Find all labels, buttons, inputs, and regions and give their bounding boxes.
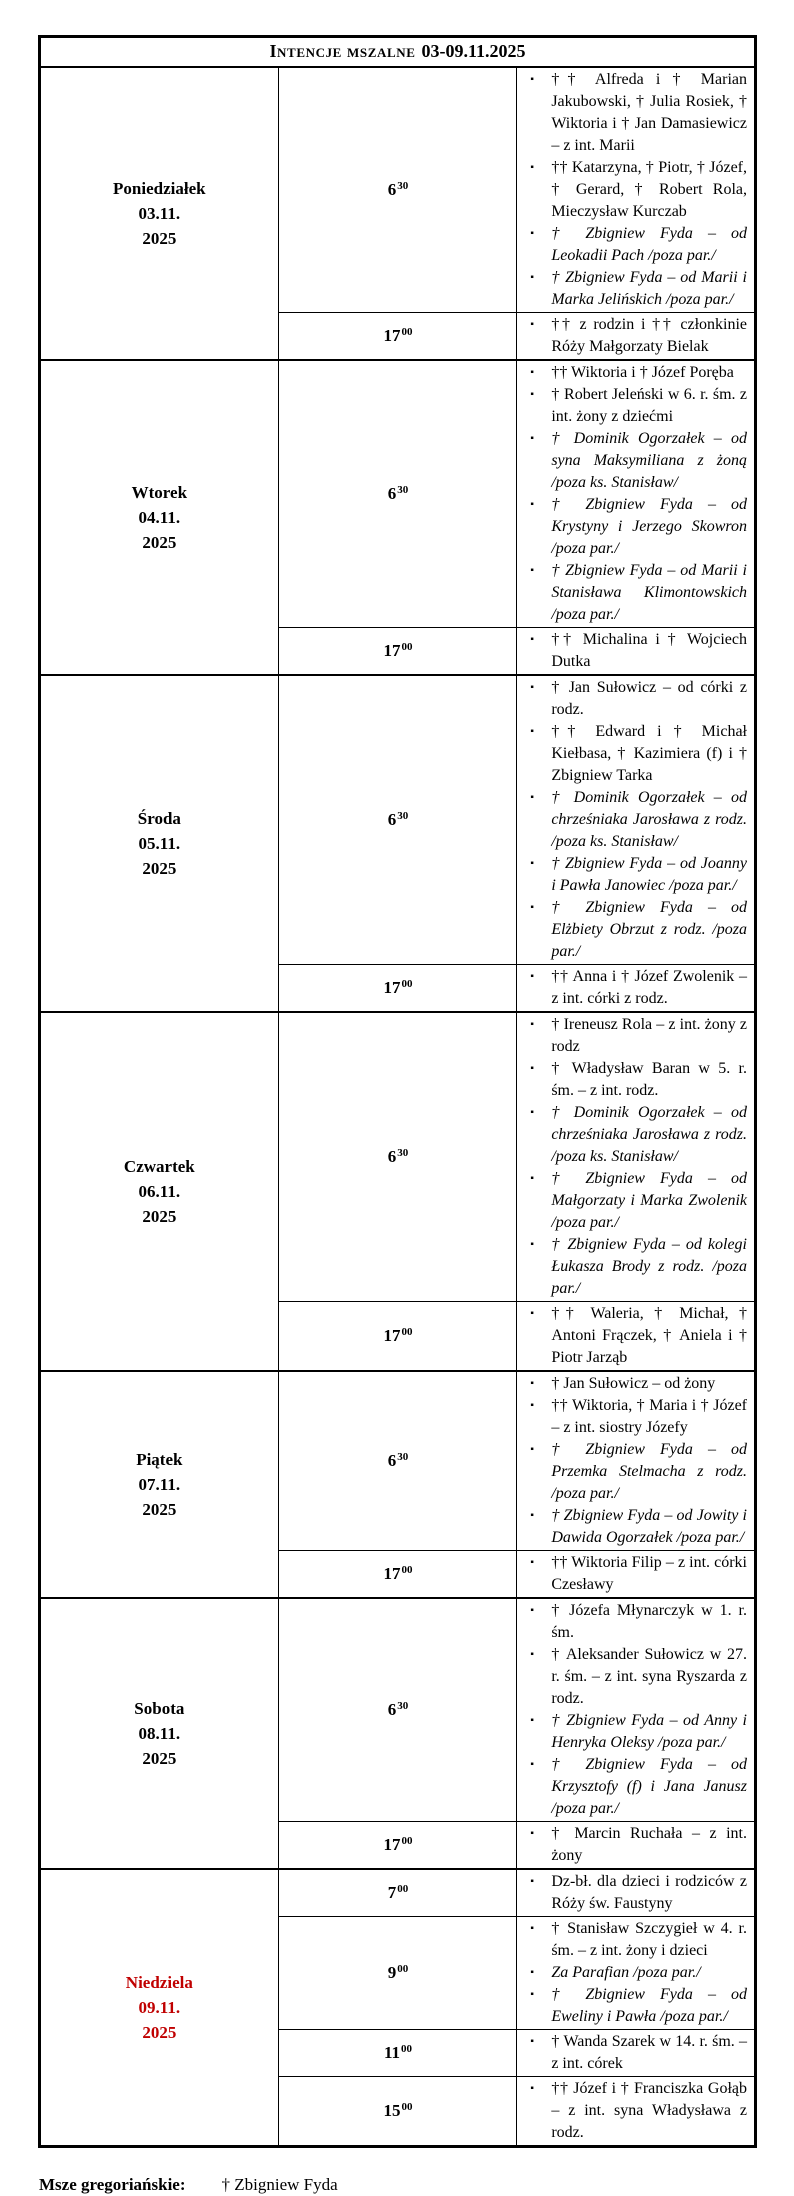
- time-hour: 6: [387, 180, 397, 199]
- bullet-icon: ▪: [530, 1400, 534, 1411]
- intention-text: † Zbigniew Fyda – od Przemka Stelmacha z rodz. /poza par./: [551, 1441, 747, 1502]
- bullet-icon: ▪: [530, 1107, 534, 1118]
- intention-item: [517, 157, 747, 223]
- bullet-icon: ▪: [530, 1876, 534, 1887]
- intention-item: [517, 314, 747, 358]
- intention-text: †† Wiktoria, † Maria i † Józef – z int. siostry Józefy: [551, 1397, 747, 1436]
- time-hour: 15: [383, 2101, 401, 2120]
- intentions-cell: [517, 360, 756, 628]
- intention-text: † Jan Sułowicz – od żony: [551, 1375, 716, 1392]
- intention-text: † Marcin Ruchała – z int. żony: [551, 1825, 747, 1864]
- intention-text: †† Katarzyna, † Piotr, † Józef, † Gerard, † Robert Rola, Mieczysław Kurczab: [551, 159, 747, 220]
- intention-item: [517, 1754, 747, 1820]
- bullet-icon: ▪: [530, 1759, 534, 1770]
- bullet-icon: ▪: [530, 634, 534, 645]
- intention-item: [517, 1373, 747, 1395]
- table-title: Intencje mszalne: [269, 41, 416, 61]
- day-year: 2025: [142, 1749, 177, 1768]
- day-name: Sobota: [134, 1699, 185, 1718]
- bullet-icon: ▪: [530, 1510, 534, 1521]
- intention-item: [517, 787, 747, 853]
- bullet-icon: ▪: [530, 1649, 534, 1660]
- intention-text: † Zbigniew Fyda – od Eweliny i Pawła /poza par./: [551, 1986, 747, 2025]
- intentions-cell: [517, 1371, 756, 1551]
- intentions-cell: [517, 2077, 756, 2147]
- mass-time: [278, 1371, 517, 1551]
- intention-text: † Władysław Baran w 5. r. śm. – z int. rodz.: [551, 1060, 747, 1099]
- intention-item: [517, 1102, 747, 1168]
- time-hour: 6: [387, 810, 397, 829]
- day-date: 08.11.: [138, 1724, 181, 1743]
- time-minutes: 00: [401, 326, 413, 338]
- bullet-icon: ▪: [530, 1605, 534, 1616]
- gregorian-masses-label: Msze gregoriańskie:: [39, 2175, 186, 2194]
- day-year: 2025: [142, 859, 177, 878]
- mass-time: [278, 2030, 517, 2077]
- intention-item: [517, 1600, 747, 1644]
- intention-item: [517, 966, 747, 1010]
- bullet-icon: ▪: [530, 682, 534, 693]
- intention-item: [517, 2078, 747, 2144]
- mass-time: [278, 360, 517, 628]
- day-date: 07.11.: [138, 1475, 181, 1494]
- time-hour: 6: [387, 1700, 397, 1719]
- intention-text: Dz-bł. dla dzieci i rodziców z Róży św. Faustyny: [551, 1873, 747, 1912]
- intentions-cell: [517, 1598, 756, 1822]
- day-name: Niedziela: [125, 1973, 193, 1992]
- intention-text: † Zbigniew Fyda – od Jowity i Dawida Ogorzałek /poza par./: [551, 1507, 747, 1546]
- day-cell: [40, 67, 279, 360]
- time-minutes: 00: [397, 1883, 409, 1895]
- mass-time: [278, 2077, 517, 2147]
- bullet-icon: ▪: [530, 726, 534, 737]
- day-cell: [40, 360, 279, 675]
- intention-text: † Józefa Młynarczyk w 1. r. śm.: [551, 1602, 747, 1641]
- mass-time: [278, 965, 517, 1013]
- bullet-icon: ▪: [530, 1715, 534, 1726]
- mass-time: [278, 1598, 517, 1822]
- intention-text: † Zbigniew Fyda – od Marii i Marka Jelińskich /poza par./: [551, 269, 747, 308]
- day-date: 06.11.: [138, 1182, 181, 1201]
- day-date: 03.11.: [138, 204, 181, 223]
- intention-item: [517, 1644, 747, 1710]
- bullet-icon: ▪: [530, 1063, 534, 1074]
- intentions-cell: [517, 1869, 756, 1917]
- day-year: 2025: [142, 229, 177, 248]
- intention-item: [517, 1871, 747, 1915]
- intention-item: [517, 1439, 747, 1505]
- mass-time: [278, 628, 517, 676]
- bullet-icon: ▪: [530, 858, 534, 869]
- bullet-icon: ▪: [530, 1239, 534, 1250]
- intention-item: [517, 721, 747, 787]
- slot-row: [40, 67, 756, 313]
- intention-text: † Zbigniew Fyda – od Krzysztofy (f) i Jana Janusz /poza par./: [551, 1756, 747, 1817]
- bullet-icon: ▪: [530, 389, 534, 400]
- intentions-cell: [517, 1551, 756, 1599]
- mass-time: [278, 67, 517, 313]
- gregorian-masses-note: [39, 2174, 757, 2196]
- day-cell: [40, 1012, 279, 1371]
- slot-row: [40, 1371, 756, 1551]
- day-name: Poniedziałek: [113, 179, 206, 198]
- bullet-icon: ▪: [530, 971, 534, 982]
- day-cell: [40, 1371, 279, 1598]
- day-date: 04.11.: [138, 508, 181, 527]
- intention-item: [517, 267, 747, 311]
- intention-item: [517, 560, 747, 626]
- intention-item: [517, 629, 747, 673]
- intentions-cell: [517, 675, 756, 965]
- intention-text: † Dominik Ogorzałek – od chrześniaka Jarosława z rodz. /poza ks. Stanisław/: [551, 1104, 747, 1165]
- day-cell: [40, 675, 279, 1012]
- intentions-cell: [517, 1302, 756, 1372]
- bullet-icon: ▪: [530, 902, 534, 913]
- intention-text: † Zbigniew Fyda – od Joanny i Pawła Janowiec /poza par./: [551, 855, 747, 894]
- intentions-cell: [517, 1822, 756, 1870]
- time-hour: 6: [387, 484, 397, 503]
- day-date: 09.11.: [138, 1998, 181, 2017]
- schedule-body: [40, 37, 756, 2147]
- slot-row: [40, 675, 756, 965]
- mass-time: [278, 1012, 517, 1302]
- intention-item: [517, 384, 747, 428]
- intentions-cell: [517, 1012, 756, 1302]
- intention-item: [517, 494, 747, 560]
- intention-text: † Dominik Ogorzałek – od chrześniaka Jarosława z rodz. /poza ks. Stanisław/: [551, 789, 747, 850]
- day-year: 2025: [142, 1207, 177, 1226]
- time-minutes: 00: [401, 1835, 413, 1847]
- intention-item: [517, 1014, 747, 1058]
- time-minutes: 00: [397, 1963, 409, 1975]
- time-minutes: 30: [397, 1700, 409, 1712]
- bullet-icon: ▪: [530, 2083, 534, 2094]
- time-minutes: 30: [397, 180, 409, 192]
- intentions-cell: [517, 1917, 756, 2030]
- intention-text: †† Michalina i † Wojciech Dutka: [551, 631, 747, 670]
- time-minutes: 30: [397, 484, 409, 496]
- bullet-icon: ▪: [530, 1019, 534, 1030]
- intention-text: † Zbigniew Fyda – od Marii i Stanisława Klimontowskich /poza par./: [551, 562, 747, 623]
- time-hour: 6: [387, 1451, 397, 1470]
- intention-item: [517, 69, 747, 157]
- day-date: 05.11.: [138, 834, 181, 853]
- bullet-icon: ▪: [530, 1557, 534, 1568]
- table-header-row: [40, 37, 756, 68]
- intention-text: Za Parafian /poza par./: [551, 1964, 701, 1981]
- day-year: 2025: [142, 533, 177, 552]
- intention-item: [517, 1168, 747, 1234]
- mass-time: [278, 1869, 517, 1917]
- day-name: Piątek: [136, 1450, 183, 1469]
- intention-item: [517, 2031, 747, 2075]
- bullet-icon: ▪: [530, 433, 534, 444]
- day-cell: [40, 1598, 279, 1869]
- time-minutes: 00: [401, 641, 413, 653]
- intention-text: †† Alfreda i † Marian Jakubowski, † Julia Rosiek, † Wiktoria i † Jan Damasiewicz – z int. Marii: [551, 71, 747, 154]
- bullet-icon: ▪: [530, 162, 534, 173]
- time-hour: 17: [383, 326, 401, 345]
- intentions-cell: [517, 628, 756, 676]
- day-name: Czwartek: [123, 1157, 195, 1176]
- time-hour: 11: [383, 2043, 401, 2062]
- bullet-icon: ▪: [530, 1923, 534, 1934]
- intention-text: † Jan Sułowicz – od córki z rodz.: [551, 679, 747, 718]
- intention-item: [517, 223, 747, 267]
- time-minutes: 30: [397, 1147, 409, 1159]
- intention-item: [517, 1710, 747, 1754]
- intention-item: [517, 1234, 747, 1300]
- intentions-cell: [517, 965, 756, 1013]
- time-minutes: 00: [401, 2101, 413, 2113]
- intention-item: [517, 428, 747, 494]
- intention-text: † Aleksander Sułowicz w 27. r. śm. – z int. syna Ryszarda z rodz.: [551, 1646, 747, 1707]
- time-hour: 17: [383, 641, 401, 660]
- time-minutes: 00: [401, 1564, 413, 1576]
- intention-text: † Ireneusz Rola – z int. żony z rodz: [551, 1016, 747, 1055]
- bullet-icon: ▪: [530, 1308, 534, 1319]
- intention-item: [517, 362, 747, 384]
- mass-time: [278, 1822, 517, 1870]
- mass-time: [278, 1302, 517, 1372]
- time-minutes: 00: [401, 978, 413, 990]
- time-minutes: 30: [397, 1451, 409, 1463]
- slot-row: [40, 1869, 756, 1917]
- intention-item: [517, 677, 747, 721]
- bullet-icon: ▪: [530, 1989, 534, 2000]
- table-header-cell: [40, 37, 756, 68]
- bullet-icon: ▪: [530, 367, 534, 378]
- intention-item: [517, 1984, 747, 2028]
- intention-text: † Zbigniew Fyda – od Leokadii Pach /poza par./: [551, 225, 747, 264]
- bullet-icon: ▪: [530, 319, 534, 330]
- bullet-icon: ▪: [530, 565, 534, 576]
- mass-time: [278, 313, 517, 361]
- day-name: Środa: [137, 809, 181, 828]
- intention-item: [517, 1962, 747, 1984]
- time-hour: 17: [383, 1835, 401, 1854]
- bullet-icon: ▪: [530, 792, 534, 803]
- intentions-cell: [517, 2030, 756, 2077]
- mass-time: [278, 675, 517, 965]
- bullet-icon: ▪: [530, 1828, 534, 1839]
- bullet-icon: ▪: [530, 1378, 534, 1389]
- intention-item: [517, 853, 747, 897]
- time-hour: 9: [387, 1963, 397, 1982]
- intention-item: [517, 897, 747, 963]
- time-hour: 17: [383, 1564, 401, 1583]
- time-minutes: 00: [401, 2043, 413, 2055]
- bullet-icon: ▪: [530, 2036, 534, 2047]
- intention-text: † Zbigniew Fyda – od kolegi Łukasza Brody z rodz. /poza par./: [551, 1236, 747, 1297]
- intention-text: †† Anna i † Józef Zwolenik – z int. córki z rodz.: [551, 968, 747, 1007]
- intentions-cell: [517, 313, 756, 361]
- time-hour: 6: [387, 1147, 397, 1166]
- intention-item: [517, 1918, 747, 1962]
- day-cell: [40, 1869, 279, 2147]
- intention-text: †† Józef i † Franciszka Gołąb – z int. syna Władysława z rodz.: [551, 2080, 747, 2141]
- bullet-icon: ▪: [530, 1444, 534, 1455]
- mass-time: [278, 1917, 517, 2030]
- bullet-icon: ▪: [530, 228, 534, 239]
- intentions-cell: [517, 67, 756, 313]
- intention-text: † Zbigniew Fyda – od Krystyny i Jerzego Skowron /poza par./: [551, 496, 747, 557]
- intention-text: † Zbigniew Fyda – od Anny i Henryka Oleksy /poza par./: [551, 1712, 747, 1751]
- mass-intentions-table: [38, 35, 757, 2148]
- slot-row: [40, 1012, 756, 1302]
- bullet-icon: ▪: [530, 499, 534, 510]
- day-year: 2025: [142, 1500, 177, 1519]
- slot-row: [40, 1598, 756, 1822]
- intention-text: † Zbigniew Fyda – od Elżbiety Obrzut z rodz. /poza par./: [551, 899, 747, 960]
- bullet-icon: ▪: [530, 1173, 534, 1184]
- slot-row: [40, 360, 756, 628]
- intention-item: [517, 1058, 747, 1102]
- intention-text: † Wanda Szarek w 14. r. śm. – z int. córek: [551, 2033, 747, 2072]
- time-minutes: 30: [397, 810, 409, 822]
- intention-text: † Zbigniew Fyda – od Małgorzaty i Marka Zwolenik /poza par./: [551, 1170, 747, 1231]
- intention-text: †† Wiktoria Filip – z int. córki Czesławy: [551, 1554, 747, 1593]
- intention-item: [517, 1823, 747, 1867]
- time-hour: 17: [383, 978, 401, 997]
- intention-text: †† Edward i † Michał Kiełbasa, † Kazimiera (f) i † Zbigniew Tarka: [551, 723, 747, 784]
- bullet-icon: ▪: [530, 1967, 534, 1978]
- intention-item: [517, 1303, 747, 1369]
- bullet-icon: ▪: [530, 272, 534, 283]
- gregorian-masses-value: † Zbigniew Fyda: [221, 2175, 338, 2194]
- day-year: 2025: [142, 2023, 177, 2042]
- intention-text: †† Wiktoria i † Józef Poręba: [551, 364, 734, 381]
- intention-text: † Dominik Ogorzałek – od syna Maksymiliana z żoną /poza ks. Stanisław/: [551, 430, 747, 491]
- intention-item: [517, 1395, 747, 1439]
- intention-item: [517, 1505, 747, 1549]
- table-title-dates: 03-09.11.2025: [421, 41, 526, 61]
- time-hour: 7: [387, 1883, 397, 1902]
- intention-text: †† Waleria, † Michał, † Antoni Frączek, † Aniela i † Piotr Jarząb: [551, 1305, 747, 1366]
- time-hour: 17: [383, 1326, 401, 1345]
- intention-item: [517, 1552, 747, 1596]
- day-name: Wtorek: [131, 483, 188, 502]
- intention-text: †† z rodzin i †† członkinie Róży Małgorzaty Bielak: [551, 316, 747, 355]
- intention-text: † Stanisław Szczygieł w 4. r. śm. – z int. żony i dzieci: [551, 1920, 747, 1959]
- mass-time: [278, 1551, 517, 1599]
- intention-text: † Robert Jeleński w 6. r. śm. z int. żony z dziećmi: [551, 386, 747, 425]
- bullet-icon: ▪: [530, 74, 534, 85]
- time-minutes: 00: [401, 1326, 413, 1338]
